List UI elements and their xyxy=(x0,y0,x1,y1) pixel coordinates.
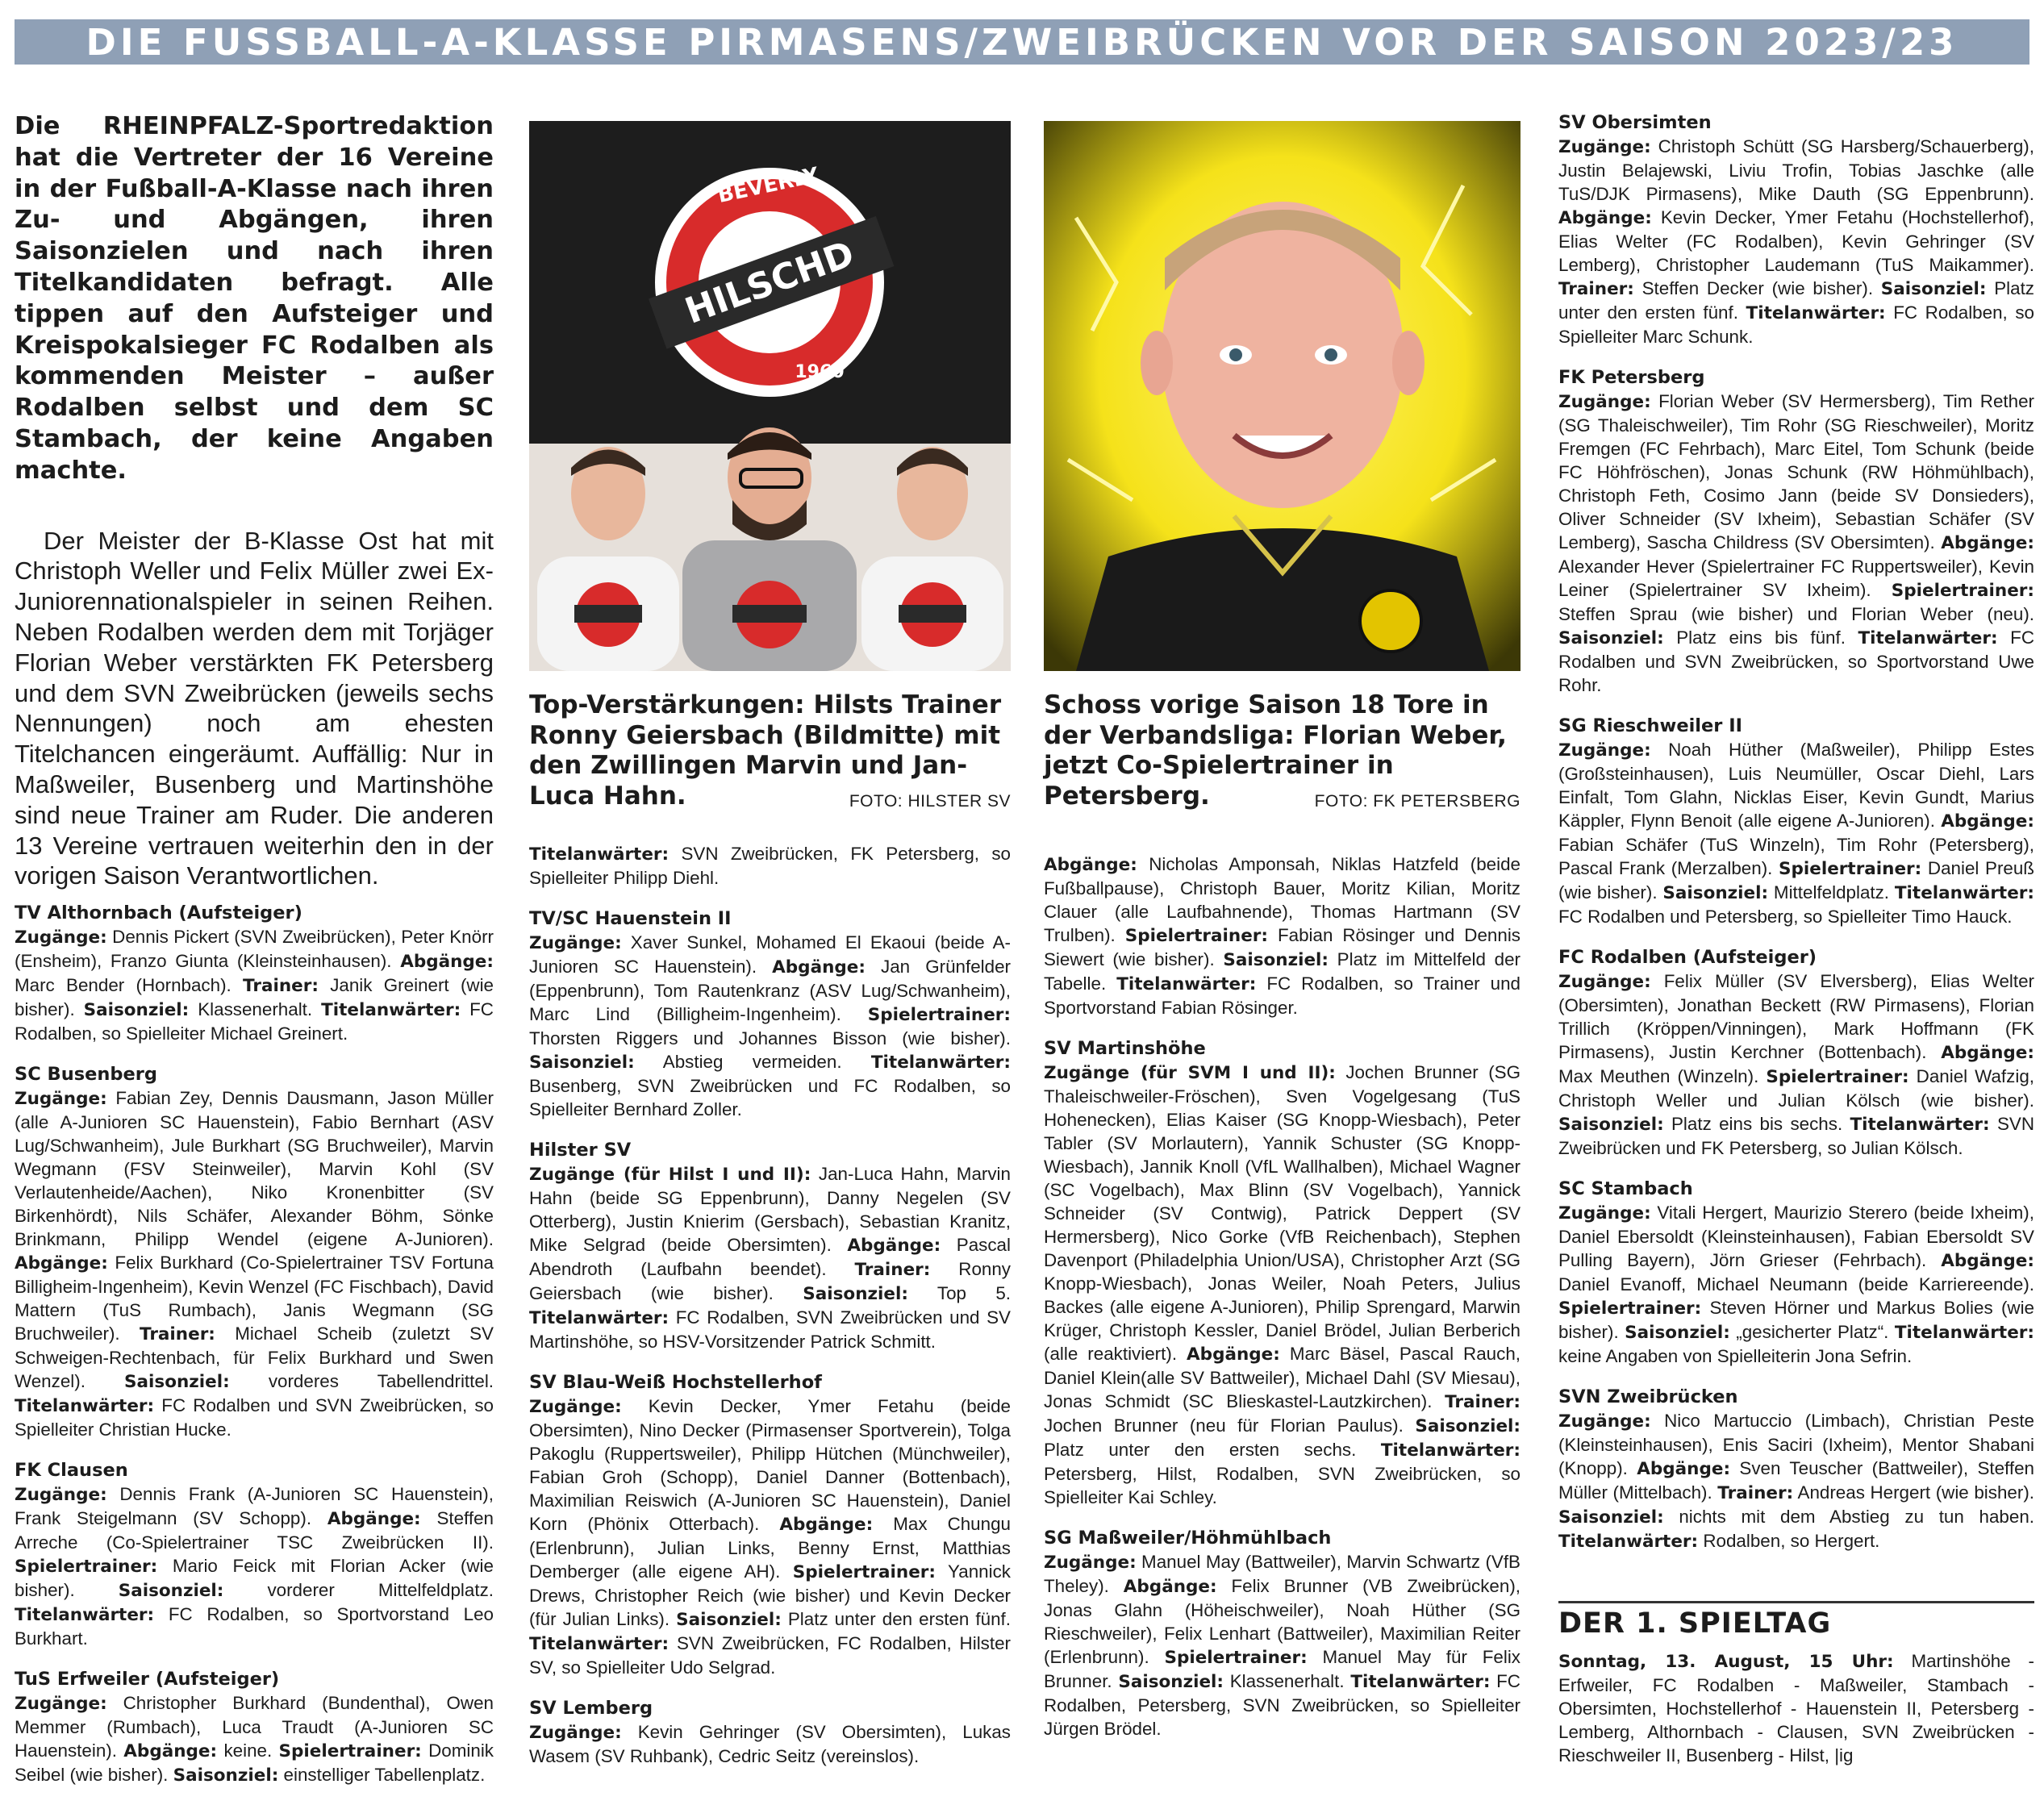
field-label: Zugänge: xyxy=(1558,1203,1651,1223)
field-label: Saisonziel: xyxy=(173,1765,279,1786)
field-value: Thorsten Riggers und Johannes Bisson (wie bisher). xyxy=(529,1028,1011,1048)
field-label: Abgänge: xyxy=(1044,855,1137,875)
field-value: „gesicherter Platz“. xyxy=(1729,1322,1895,1342)
club-lemberg-continued xyxy=(1044,852,1520,1019)
column-3 xyxy=(1044,852,1520,1758)
photo1-credit: FOTO: HILSTER SV xyxy=(849,791,1011,811)
club-lemberg xyxy=(529,1697,1011,1768)
field-label: Saisonziel: xyxy=(1118,1672,1224,1692)
field-value: Platz eins bis fünf. xyxy=(1663,627,1858,648)
club-name: SV Lemberg xyxy=(529,1698,653,1719)
field-label: Spielertrainer: xyxy=(1891,581,2034,601)
field-label: Saisonziel: xyxy=(124,1372,230,1392)
field-value: Max Chungu (Erlenbrunn), Julian Links, Benny Ernst, Matthias Demberger (alle eigene AH). xyxy=(529,1514,1011,1582)
field-value: Christopher Burkhard (Bundenthal), Owen Memmer (Rumbach), Luca Traudt (A-Junioren SC Hauenstein). xyxy=(15,1693,494,1761)
field-label: Titelanwärter: xyxy=(529,1634,670,1654)
field-label: Abgänge: xyxy=(1123,1577,1217,1597)
field-label: Saisonziel: xyxy=(1558,1115,1664,1135)
field-label: Abgänge: xyxy=(1187,1344,1280,1365)
field-label: Zugänge: xyxy=(15,1485,107,1505)
field-label: Spielertrainer: xyxy=(15,1557,158,1577)
field-label: Trainer: xyxy=(1558,279,1634,299)
lead-paragraph: Die RHEINPFALZ-Sportredaktion hat die Vertreter der 16 Vereine in der Fußball-A-Klasse nach ihren Zu- und Abgängen, ihren Saisonzielen und nach ihren Titelkandidaten befragt. Alle tippen auf den Aufsteiger und Kreispokalsieger FC Rodalben als kommenden Meister – außer Rodalben selbst und dem SC Stambach, der keine Angaben machte. xyxy=(15,112,494,485)
field-value: SVN Zweibrücken, FC Rodalben, Hilster SV, so Spielleiter Udo Selgrad. xyxy=(529,1633,1011,1678)
field-value: Steffen Arreche (Co-Spielertrainer TSC Zweibrücken II). xyxy=(15,1508,494,1553)
field-label: Spielertrainer: xyxy=(1558,1299,1702,1319)
field-value: Mario Feick mit Florian Acker (wie bisher). xyxy=(15,1556,494,1600)
field-label: Zugänge: xyxy=(1558,392,1651,412)
club-petersberg xyxy=(1558,366,2034,697)
field-label: Saisonziel: xyxy=(118,1581,224,1601)
spieltag-divider xyxy=(1558,1601,2034,1603)
field-value: Ronny Geiersbach (wie bisher). xyxy=(529,1259,1011,1303)
field-label: Zugänge: xyxy=(1558,972,1651,992)
field-value: SVN Zweibrücken, FK Petersberg, so Spielleiter Philipp Diehl. xyxy=(529,844,1011,888)
logo-text-bottom: 1960 xyxy=(795,362,845,382)
field-value: Platz unter den ersten sechs. xyxy=(1044,1440,1381,1460)
club-name: TuS Erfweiler (Aufsteiger) xyxy=(15,1669,280,1690)
field-label: Trainer: xyxy=(243,976,319,996)
field-value: Florian Weber (SV Hermersberg), Tim Rether (SG Thaleischweiler), Tim Rohr (SG Rieschweiler), Moritz Fremgen (FC Fehrbach), Marc Eitel, Tom Schunk (beide FC Höhfröschen), Jonas Schunk (RW Höhmühlbach), Christoph Feth, Cosimo Jann (beide SV Donsieders), Oliver Schneider (SV Ixheim), Sebastian Schäfer (SV Lemberg), Sascha Childress (SV Obersimten). xyxy=(1558,391,2034,552)
field-value: Christoph Schütt (SG Harsberg/Schauerberg), Justin Belajewski, Liviu Trofin, Tobias Jaschke (alle TuS/DJK Pirmasens), Mike Dauth (SG Eppenbrunn). xyxy=(1558,136,2034,204)
club-massweiler xyxy=(1044,1527,1520,1740)
field-value: Dennis Frank (A-Junioren SC Hauenstein), Frank Steigelmann (SV Schopp). xyxy=(15,1484,494,1528)
club-hilster xyxy=(529,1139,1011,1353)
field-value: keine Angaben von Spielleiterin Jona Sefrin. xyxy=(1558,1346,1913,1366)
field-label: Spielertrainer: xyxy=(1124,926,1268,946)
spieltag-text xyxy=(1558,1649,2034,1767)
club-name: FC Rodalben (Aufsteiger) xyxy=(1558,947,1817,968)
field-label: Saisonziel: xyxy=(1415,1416,1520,1436)
field-label: Spielertrainer: xyxy=(1766,1067,1909,1087)
photo2-caption-text: Schoss vorige Saison 18 Tore in der Verbandsliga: Florian Weber, jetzt Co-Spielertrainer in Petersberg. xyxy=(1044,690,1507,811)
field-label: Saisonziel: xyxy=(803,1284,908,1304)
field-value: Dominik Seibel (wie bisher). xyxy=(15,1740,494,1785)
field-value: FC Rodalben und SVN Zweibrücken, so Sportvorstand Uwe Rohr. xyxy=(1558,627,2034,695)
field-value: Manuel May für Felix Brunner. xyxy=(1044,1647,1520,1691)
field-value: Klassenerhalt. xyxy=(189,999,322,1019)
field-label: Saisonziel: xyxy=(1880,279,1987,299)
club-name: SV Martinshöhe xyxy=(1044,1038,1206,1059)
photo2-credit: FOTO: FK PETERSBERG xyxy=(1314,791,1520,811)
field-value: Alexander Hever (Spielertrainer FC Ruppertsweiler), Kevin Leiner (Spielertrainer SV Ixheim). xyxy=(1558,557,2034,600)
field-value: Fabian Schäfer (TuS Winzeln), Tim Rohr (Petersberg), Pascal Frank (Merzalben). xyxy=(1558,835,2034,878)
field-label: Titelanwärter: xyxy=(1894,883,2034,903)
field-value: Manuel May (Battweiler), Marvin Schwartz (VfB Theley). xyxy=(1044,1552,1520,1596)
club-name: FK Clausen xyxy=(15,1460,128,1481)
field-value: Marc Bäsel, Pascal Rauch, Daniel Klein(alle SV Battweiler), Michael Dahl (SV Miesau), Jonas Schmidt (SC Blieskastel-Lautzkirchen). xyxy=(1044,1344,1520,1411)
field-value: Noah Hüther (Maßweiler), Philipp Estes (Großsteinhausen), Luis Neumüller, Oscar Diehl, Lars Einfalt, Tom Glahn, Nicklas Eiser, Kevin Gundt, Marius Käppler, Flynn Benoit (alle eigene A-Junioren). xyxy=(1558,740,2034,831)
field-value: Marc Bender (Hornbach). xyxy=(15,975,244,995)
club-clausen xyxy=(15,1459,494,1650)
intro-paragraph: Der Meister der B-Klasse Ost hat mit Christoph Weller und Felix Müller zwei Ex-Juniorennationalspieler in seinen Reihen. Neben Rodalben werden dem mit Torjäger Florian Weber verstärkten FK Petersberg und dem SVN Zweibrücken (jeweils sechs Nennungen) noch am ehesten Titelchancen eingeräumt. Auffällig: Nur in Maßweiler, Busenberg und Martinshöhe sind neue Trainer am Ruder. Die anderen 13 Vereine vertrauen weiterhin den in der vorigen Saison Verantwortlichen. xyxy=(15,526,494,890)
field-label: Trainer: xyxy=(854,1260,931,1280)
club-althornbach xyxy=(15,902,494,1045)
club-erfweiler xyxy=(15,1668,494,1787)
field-value: Xaver Sunkel, Mohamed El Ekaoui (beide A-Junioren SC Hauenstein). xyxy=(529,932,1011,977)
field-label: Titelanwärter: xyxy=(870,1053,1011,1073)
field-label: Abgänge: xyxy=(772,957,866,978)
field-label: Trainer: xyxy=(1717,1483,1794,1503)
field-value: FC Rodalben und Petersberg, so Spielleiter Timo Hauck. xyxy=(1558,907,2013,927)
club-name: FK Petersberg xyxy=(1558,367,1705,388)
field-label: Saisonziel: xyxy=(529,1053,635,1073)
club-name: SVN Zweibrücken xyxy=(1558,1386,1738,1407)
field-value: nichts mit dem Abstieg zu tun haben. xyxy=(1663,1507,2034,1527)
field-value: Abstieg vermeiden. xyxy=(634,1052,871,1072)
field-label: Abgänge: xyxy=(15,1253,108,1274)
column-2 xyxy=(529,842,1011,1786)
field-label: Saisonziel: xyxy=(1558,1507,1664,1528)
logo-text-top: BEVERLY xyxy=(715,163,821,209)
field-value: Busenberg, SVN Zweibrücken und FC Rodalben, so Spielleiter Bernhard Zoller. xyxy=(529,1076,1011,1119)
field-label: Abgänge: xyxy=(327,1509,421,1529)
field-label: Trainer: xyxy=(140,1324,215,1344)
field-label: Zugänge (für SVM I und II): xyxy=(1044,1063,1336,1083)
field-label: Titelanwärter: xyxy=(321,1000,461,1020)
field-label: Titelanwärter: xyxy=(1116,974,1257,994)
field-label: Trainer: xyxy=(1445,1392,1520,1412)
field-value: FC Rodalben, Petersberg, SVN Zweibrücken, so Spielleiter Jürgen Brödel. xyxy=(1044,1671,1520,1739)
field-value: Janik Greinert (wie bisher). xyxy=(15,975,494,1019)
field-value: Jan Grünfelder (Eppenbrunn), Tom Rautenkranz (ASV Lug/Schwanheim), Marc Lind (Billigheim-Ingenheim). xyxy=(529,957,1011,1024)
photo1-caption xyxy=(529,690,1011,816)
field-value: Kevin Gehringer (SV Obersimten), Lukas Wasem (SV Ruhbank), Cedric Seitz (vereinslos). xyxy=(529,1722,1011,1766)
club-erfweiler-continued xyxy=(529,842,1011,890)
field-value: Jochen Brunner (neu für Florian Paulus). xyxy=(1044,1415,1416,1436)
field-label: Saisonziel: xyxy=(1223,950,1329,970)
club-name: Hilster SV xyxy=(529,1140,632,1161)
field-value: Kevin Decker, Ymer Fetahu (beide Obersimten), Nino Decker (Pirmasenser Sportverein), Tolga Pakoglu (Ruppertsweiler), Philipp Hütchen (Münchweiler), Fabian Groh (Schopp), Daniel Danner (Bottenbach), Maximilian Reiswich (A-Junioren SC Hauenstein), Daniel Korn (Phönix Otterbach). xyxy=(529,1396,1011,1534)
field-label: Zugänge: xyxy=(15,1694,107,1714)
column-1 xyxy=(15,111,494,891)
column-4 xyxy=(1558,111,2034,1571)
photo2-caption xyxy=(1044,690,1520,816)
field-label: Abgänge: xyxy=(1941,1043,2034,1063)
field-label: Saisonziel: xyxy=(1662,883,1769,903)
field-value: Fabian Zey, Dennis Dausmann, Jason Müller (alle A-Junioren SC Hauenstein), Fabio Bernhart (ASV Lug/Schwanheim), Jule Burkhart (SG Bruchweiler), Marvin Wegmann (FSV Steinweiler), Marvin Kohl (SV Verlautenheide/Aachen), Niko Kronenbitter (SV Birkenhördt), Nils Schäfer, Alexander Böhm, Sönke Brinkmann, Philipp Wendel (eigene A-Junioren). xyxy=(15,1088,494,1249)
field-label: Titelanwärter: xyxy=(1350,1672,1491,1692)
field-value: SVN Zweibrücken und FK Petersberg, so Julian Kölsch. xyxy=(1558,1114,2034,1158)
field-label: Zugänge: xyxy=(15,928,107,948)
field-value: FC Rodalben, so Spielleiter Michael Greinert. xyxy=(15,999,494,1044)
field-value: Petersberg, Hilst, Rodalben, SVN Zweibrücken, so Spielleiter Kai Schley. xyxy=(1044,1464,1520,1507)
field-label: Zugänge (für Hilst I und II): xyxy=(529,1165,811,1185)
field-label: Spielertrainer: xyxy=(867,1005,1011,1025)
field-value: Steven Hörner und Markus Bolies (wie bisher). xyxy=(1558,1298,2034,1342)
field-label: Abgänge: xyxy=(847,1236,941,1256)
field-value: Jan-Luca Hahn, Marvin Hahn (beide SG Eppenbrunn), Danny Negelen (SV Otterberg), Justin Knierim (Gersbach), Sebastian Kranitz, Mike Selgrad (beide Obersimten). xyxy=(529,1164,1011,1255)
spieltag-games: Martinshöhe - Erfweiler, FC Rodalben - Maßweiler, Stambach - Obersimten, Hochstellerhof - Hauenstein II, Petersberg - Lemberg, Althornbach - Clausen, SVN Zweibrücken - Rieschweiler II, Busenberg - Hilst, |ig xyxy=(1558,1651,2034,1765)
field-value: Sven Teuscher (Battweiler), Steffen Müller (Mittelbach). xyxy=(1558,1458,2034,1503)
team-photo-illustration xyxy=(529,121,1011,671)
field-label: Abgänge: xyxy=(1941,533,2034,553)
field-label: Saisonziel: xyxy=(676,1610,782,1630)
field-value: FC Rodalben und SVN Zweibrücken, so Spielleiter Christian Hucke. xyxy=(15,1395,494,1440)
club-stambach xyxy=(1558,1178,2034,1368)
field-label: Titelanwärter: xyxy=(1746,303,1886,323)
field-value: vorderes Tabellendrittel. xyxy=(229,1371,494,1391)
field-value: einstelliger Tabellenplatz. xyxy=(278,1765,486,1785)
field-label: Abgänge: xyxy=(1558,208,1652,228)
photo-florian-weber xyxy=(1044,121,1520,671)
club-name: SV Obersimten xyxy=(1558,112,1712,133)
field-label: Saisonziel: xyxy=(83,1000,190,1020)
field-label: Saisonziel: xyxy=(1558,628,1664,648)
field-label: Zugänge: xyxy=(529,1397,622,1417)
field-label: Abgänge: xyxy=(123,1741,218,1761)
field-label: Titelanwärter: xyxy=(1850,1115,1990,1135)
field-value: Max Meuthen (Winzeln). xyxy=(1558,1066,1767,1086)
field-value: Vitali Hergert, Maurizio Sterero (beide Ixheim), Daniel Ebersoldt (Kleinsteinhausen), Fabian Ebersoldt SV Pulling Bayern), Jörn Grieser (Fehrbach). xyxy=(1558,1203,2034,1270)
field-label: Spielertrainer: xyxy=(278,1741,422,1761)
field-value: Platz unter den ersten fünf. xyxy=(1558,278,2034,323)
field-value: Pascal Abendroth (Laufbahn beendet). xyxy=(529,1235,1011,1279)
club-name: SC Stambach xyxy=(1558,1178,1693,1199)
field-label: Abgänge: xyxy=(400,952,494,972)
field-label: Titelanwärter: xyxy=(1380,1440,1520,1461)
club-name: TV/SC Hauenstein II xyxy=(529,908,732,929)
field-label: Abgänge: xyxy=(1637,1459,1731,1479)
field-label: Titelanwärter: xyxy=(15,1396,155,1416)
field-value: Daniel Wafzig, Christoph Weller und Julian Kölsch (wie bisher). xyxy=(1558,1066,2034,1111)
field-value: Steffen Decker (wie bisher). xyxy=(1633,278,1881,298)
field-label: Zugänge: xyxy=(15,1089,107,1109)
field-label: Abgänge: xyxy=(1941,811,2034,832)
field-value: Mittelfeldplatz. xyxy=(1768,882,1895,902)
logo-text-mid: HILSCHD xyxy=(679,233,860,332)
field-value: Felix Burkhard (Co-Spielertrainer TSV Fortuna Billigheim-Ingenheim), Kevin Wenzel (FC Fischbach), David Mattern (TuS Rumbach), Janis Wegmann (SG Bruchweiler). xyxy=(15,1253,494,1344)
field-label: Spielertrainer: xyxy=(1164,1648,1308,1668)
spieltag-date: Sonntag, 13. August, 15 Uhr: xyxy=(1558,1652,1894,1672)
field-value: Dennis Pickert (SVN Zweibrücken), Peter Knörr (Ensheim), Franzo Giunta (Kleinsteinhausen). xyxy=(15,927,494,971)
club-rieschweiler xyxy=(1558,715,2034,928)
field-value: FC Rodalben, so Sportvorstand Leo Burkhart. xyxy=(15,1604,494,1649)
field-value: Nicholas Amponsah, Niklas Hatzfeld (beide Fußballpause), Christoph Bauer, Moritz Kilian, Moritz Clauer (alle Laufbahnende), Thomas Hartmann (SV Trulben). xyxy=(1044,854,1520,945)
field-value: Kevin Decker, Ymer Fetahu (Hochstellerhof), Elias Welter (FC Rodalben), Kevin Gehringer (SV Lemberg), Christopher Laudemann (TuS Maikammer). xyxy=(1558,207,2034,275)
field-label: Zugänge: xyxy=(1044,1553,1137,1573)
field-value: Klassenerhalt. xyxy=(1224,1671,1351,1691)
field-label: Titelanwärter: xyxy=(1894,1323,2034,1343)
field-label: Spielertrainer: xyxy=(792,1562,936,1582)
club-name: SC Busenberg xyxy=(15,1064,157,1085)
field-label: Zugänge: xyxy=(529,1723,622,1743)
headline-banner xyxy=(15,19,2029,65)
field-label: Titelanwärter: xyxy=(1858,628,1998,648)
field-label: Zugänge: xyxy=(1558,137,1651,157)
field-label: Titelanwärter: xyxy=(529,844,670,865)
field-label: Zugänge: xyxy=(529,933,622,953)
field-label: Spielertrainer: xyxy=(1779,859,1922,879)
column-1-clubs xyxy=(15,902,494,1805)
field-value: Michael Scheib (zuletzt SV Schweigen-Rechtenbach, für Felix Burkhard und Swen Wenzel). xyxy=(15,1324,494,1391)
field-value: Steffen Sprau (wie bisher) und Florian Weber (neu). xyxy=(1558,604,2034,624)
club-rodalben xyxy=(1558,946,2034,1160)
field-label: Zugänge: xyxy=(1558,740,1651,761)
field-label: Saisonziel: xyxy=(1625,1323,1730,1343)
field-value: Felix Brunner (VB Zweibrücken), Jonas Glahn (Höheischweiler), Noah Hüther (SG Rieschweiler), Felix Lenhart (Battweiler), Maximilian Reiter (Erlenbrunn). xyxy=(1044,1576,1521,1667)
club-martinshoehe xyxy=(1044,1037,1520,1509)
club-name: SG Maßweiler/Höhmühlbach xyxy=(1044,1528,1332,1549)
field-value: Daniel Preuß (wie bisher). xyxy=(1558,858,2034,902)
club-hauenstein xyxy=(529,907,1011,1121)
field-value: Platz unter den ersten fünf. xyxy=(781,1609,1011,1629)
headline: DIE FUSSBALL-A-KLASSE PIRMASENS/ZWEIBRÜCKEN VOR DER SAISON 2023/23 xyxy=(86,20,1958,64)
portrait-illustration xyxy=(1044,121,1520,671)
club-name: SG Rieschweiler II xyxy=(1558,715,1742,736)
spieltag-title: DER 1. SPIELTAG xyxy=(1558,1607,1832,1640)
club-obersimten xyxy=(1558,111,2034,348)
field-value: Top 5. xyxy=(907,1283,1011,1303)
field-value: Andreas Hergert (wie bisher). xyxy=(1793,1482,2034,1503)
field-value: Nico Martuccio (Limbach), Christian Peste (Kleinsteinhausen), Enis Saciri (Ixheim), Mentor Shabani (Knopp). xyxy=(1558,1411,2034,1478)
field-value: Jochen Brunner (SG Thaleischweiler-Fröschen), Sven Vogelgesang (TuS Hohenecken), Elias Kaiser (SG Knopp-Wiesbach), Peter Tabler (SV Morlautern), Yannik Schuster (SG Knopp-Wiesbach), Jannik Knoll (VfL Wallhalben), Michael Wagner (SC Vogelbach), Max Blinn (SV Vogelbach), Yannick Schneider (SV Contwig), Patrick Deppert (SV Hermersberg), Nico Gorke (VfB Reichenbach), Stephen Davenport (Philadelphia Union/USA), Christopher Arzt (SG Knopp-Wiesbach), Jonas Weiler, Noah Peters, Julius Backes (alle eigene A-Junioren), Philip Sprengard, Marwin Krüger, Christoph Kessler, Daniel Brödel, Julian Berberich (alle reaktiviert). xyxy=(1044,1062,1521,1364)
field-value: Yannick Drews, Christopher Reich (wie bisher) und Kevin Decker (für Julian Links). xyxy=(529,1561,1011,1629)
field-value: keine. xyxy=(217,1740,279,1761)
field-value: Felix Müller (SV Elversberg), Elias Welter (Obersimten), Jonathan Beckett (RW Pirmasens), Florian Trillich (Kröppen/Vinningen), Mark Hoffmann (FK Pirmasens), Justin Kerchner (Bottenbach). xyxy=(1558,971,2034,1062)
field-label: Abgänge: xyxy=(779,1515,874,1535)
photo-hilster-trainer xyxy=(529,121,1011,671)
field-value: FC Rodalben, so Spielleiter Marc Schunk. xyxy=(1558,302,2034,347)
field-value: Rodalben, so Hergert. xyxy=(1698,1531,1880,1551)
field-label: Titelanwärter: xyxy=(15,1605,155,1625)
club-hochstellerhof xyxy=(529,1371,1011,1679)
club-zweibruecken xyxy=(1558,1386,2034,1553)
field-label: Abgänge: xyxy=(1941,1251,2034,1271)
club-name: TV Althornbach (Aufsteiger) xyxy=(15,902,302,923)
field-value: Platz eins bis sechs. xyxy=(1663,1114,1850,1134)
club-busenberg xyxy=(15,1063,494,1441)
field-value: FC Rodalben, so Trainer und Sportvorstand Fabian Rösinger. xyxy=(1044,973,1520,1018)
field-value: vorderer Mittelfeldplatz. xyxy=(223,1580,494,1600)
club-name: SV Blau-Weiß Hochstellerhof xyxy=(529,1372,822,1393)
field-value: FC Rodalben, SVN Zweibrücken und SV Martinshöhe, so HSV-Vorsitzender Patrick Schmitt. xyxy=(529,1307,1011,1352)
field-value: Fabian Rösinger und Dennis Siewert (wie bisher). xyxy=(1044,925,1520,969)
field-label: Titelanwärter: xyxy=(529,1308,670,1328)
field-value: Daniel Evanoff, Michael Neumann (beide Karriereende). xyxy=(1558,1274,2034,1294)
field-label: Zugänge: xyxy=(1558,1411,1651,1432)
field-label: Titelanwärter: xyxy=(1558,1532,1699,1552)
photo1-caption-text: Top-Verstärkungen: Hilsts Trainer Ronny Geiersbach (Bildmitte) mit den Zwillingen Marvin und Jan-Luca Hahn. xyxy=(529,690,1002,811)
field-value: Platz im Mittelfeld der Tabelle. xyxy=(1044,949,1520,994)
